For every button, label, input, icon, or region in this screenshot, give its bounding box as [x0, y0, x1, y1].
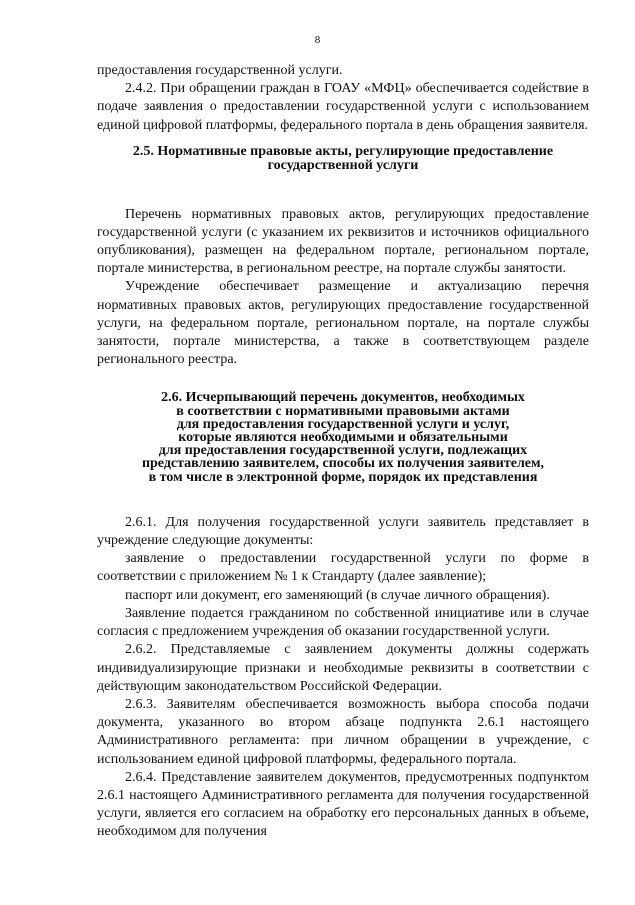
paragraph-2-6-1-application: заявление о предоставлении государственной услуги по форме в соответствии с приложением № 1 к Стандарту (далее заявление);: [97, 551, 589, 585]
paragraph-2-6-3: 2.6.3. Заявителям обеспечивается возможность выбора способа подачи документа, указанного во втором абзаце подпункта 2.6.1 настоящего Административного регламента: при личном обращении в учреждение, с использованием единой цифровой платформы, федерального портала.: [97, 696, 589, 767]
heading-line: для предоставления государственной услуги и услуг,: [176, 416, 510, 432]
heading-line: которые являются необходимыми и обязательными: [178, 430, 508, 446]
page-body: [97, 62, 589, 842]
heading-line: представлению заявителем, способы их получения заявителем,: [141, 456, 545, 472]
paragraph-2-6-2: 2.6.2. Представляемые с заявлением документы должны содержать индивидуализирующие признаки и необходимые реквизиты в соответствии с действующим законодательством Российской Федерации.: [97, 642, 589, 694]
paragraph-2-6-4: 2.6.4. Представление заявителем документов, предусмотренных подпунктом 2.6.1 настоящего Административного регламента для получения государственной услуги, является его согласием на обработку его персональных данных в объеме, необходимом для получения: [97, 769, 589, 840]
heading-line: в том числе в электронной форме, порядок их представления: [148, 469, 538, 485]
heading-line: 2.6. Исчерпывающий перечень документов, необходимых: [161, 390, 525, 406]
paragraph-2-6-1-submission: Заявление подается гражданином по собственной инициативе или в случае согласия с предложением учреждения об оказании государственной услуги.: [97, 605, 589, 640]
paragraph-2-6-1: 2.6.1. Для получения государственной услуги заявитель представляет в учреждение следующие документы:: [97, 514, 589, 549]
heading-line: в соответствии с нормативными правовыми актами: [176, 403, 510, 419]
paragraph-2-4-2: 2.4.2. При обращении граждан в ГОАУ «МФЦ» обеспечивается содействие в подаче заявления о предоставлении государственной услуги с использованием единой цифровой платформы, федерального портала в день обращения заявителя.: [97, 81, 589, 133]
paragraph-2-6-1-passport: паспорт или документ, его заменяющий (в случае личного обращения).: [125, 587, 550, 603]
page-number: 8: [314, 34, 321, 46]
heading-line: государственной услуги: [267, 158, 419, 174]
paragraph-2-5-institution: Учреждение обеспечивает размещение и актуализацию перечня нормативных правовых актов, регулирующих предоставление государственной услуги, на федеральном портале, региональном портале, на портале службы занятости, портале министерства, а также в соответствующем разделе регионального реестра.: [97, 279, 589, 368]
continued-paragraph: предоставления государственной услуги.: [97, 63, 343, 78]
paragraph-2-5-list: Перечень нормативных правовых актов, регулирующих предоставление государственной услуги (с указанием их реквизитов и источников официального опубликования), размещен на федеральном портале, региональном портале, портале министерства, в региональном реестре, на портале службы занятости.: [97, 206, 589, 277]
section-heading-2-5: [97, 145, 589, 174]
heading-line: 2.5. Нормативные правовые акты, регулирующие предоставление: [132, 143, 554, 159]
section-heading-2-6: [97, 391, 589, 483]
heading-line: для предоставления государственной услуги, подлежащих: [158, 443, 528, 459]
